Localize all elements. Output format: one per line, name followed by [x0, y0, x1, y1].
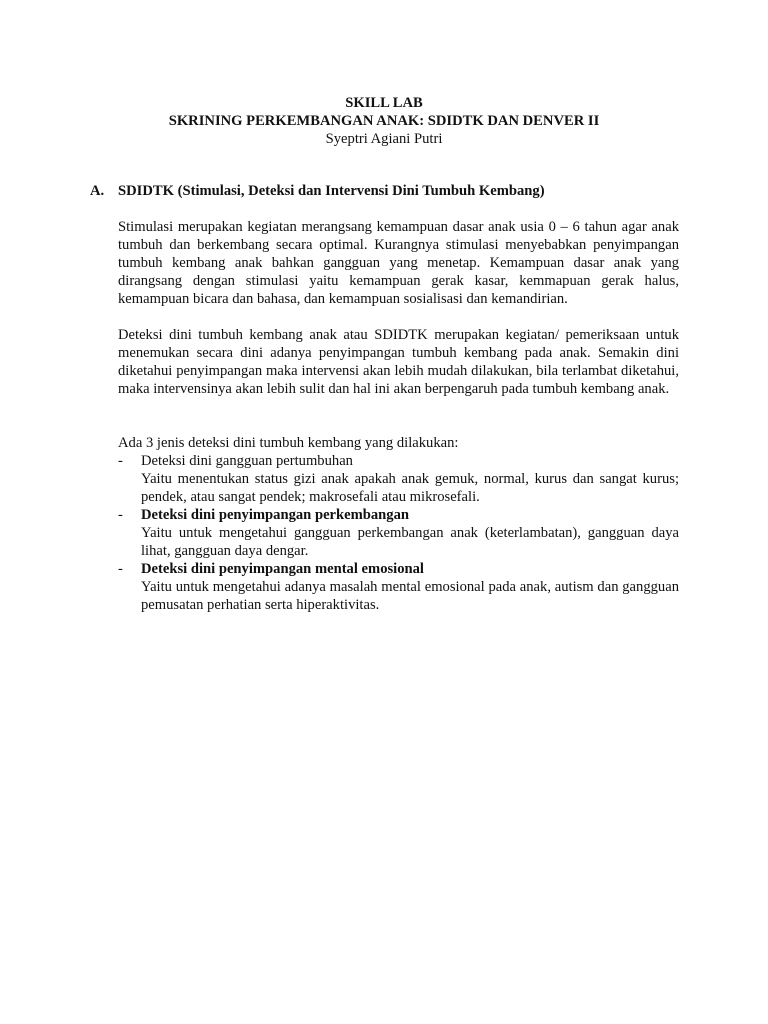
list-item-description: Yaitu menentukan status gizi anak apakah anak gemuk, normal, kurus dan sangat kurus; pendek, atau sangat pendek; makrosefali atau mikrosefali.	[141, 471, 679, 505]
list-item-title: Deteksi dini penyimpangan perkembangan	[141, 507, 410, 523]
list-dash: -	[118, 507, 123, 523]
section-heading-a	[90, 182, 680, 200]
list-item-title: Deteksi dini penyimpangan mental emosional	[141, 561, 424, 577]
author-name: Syeptri Agiani Putri	[325, 131, 443, 147]
document-subtitle: SKRINING PERKEMBANGAN ANAK: SDIDTK DAN DENVER II	[168, 113, 600, 129]
paragraph-deteksi-dini: Deteksi dini tumbuh kembang anak atau SDIDTK merupakan kegiatan/ pemeriksaan untuk menemukan secara dini adanya penyimpangan tumbuh kembang pada anak. Semakin dini diketahui penyimpangan maka intervensi akan lebih mudah dilakukan, bila terlambat diketahui, maka intervensinya akan lebih sulit dan hal ini akan berpengaruh pada tumbuh kembang anak.	[118, 327, 679, 397]
section-heading-text: SDIDTK (Stimulasi, Deteksi dan Intervensi Dini Tumbuh Kembang)	[118, 183, 545, 199]
list-item-penyimpangan-perkembangan	[118, 506, 679, 560]
list-item-description: Yaitu untuk mengetahui adanya masalah mental emosional pada anak, autism dan gangguan pemusatan perhatian serta hiperaktivitas.	[141, 579, 679, 613]
list-dash: -	[118, 453, 123, 469]
paragraph-jenis-deteksi: Ada 3 jenis deteksi dini tumbuh kembang yang dilakukan:	[118, 435, 459, 451]
paragraph-stimulasi: Stimulasi merupakan kegiatan merangsang kemampuan dasar anak usia 0 – 6 tahun agar anak tumbuh dan berkembang secara optimal. Kurangnya stimulasi menyebabkan penyimpangan tumbuh kembang anak bahkan gangguan yang menetap. Kemampuan dasar anak yang dirangsang dengan stimulasi yaitu kemampuan gerak kasar, kemmapuan gerak halus, kemampuan bicara dan bahasa, dan kemampuan sosialisasi dan kemandirian.	[118, 219, 679, 307]
list-item-mental-emosional	[118, 560, 679, 614]
deteksi-list	[118, 452, 679, 614]
list-item-description: Yaitu untuk mengetahui gangguan perkembangan anak (keterlambatan), gangguan daya lihat, gangguan daya dengar.	[141, 525, 679, 559]
title-block	[90, 94, 678, 148]
list-item-title: Deteksi dini gangguan pertumbuhan	[141, 453, 353, 469]
list-item-gangguan-pertumbuhan	[118, 452, 679, 506]
section-letter: A.	[90, 183, 105, 199]
document-title: SKILL LAB	[345, 95, 423, 111]
list-dash: -	[118, 561, 123, 577]
